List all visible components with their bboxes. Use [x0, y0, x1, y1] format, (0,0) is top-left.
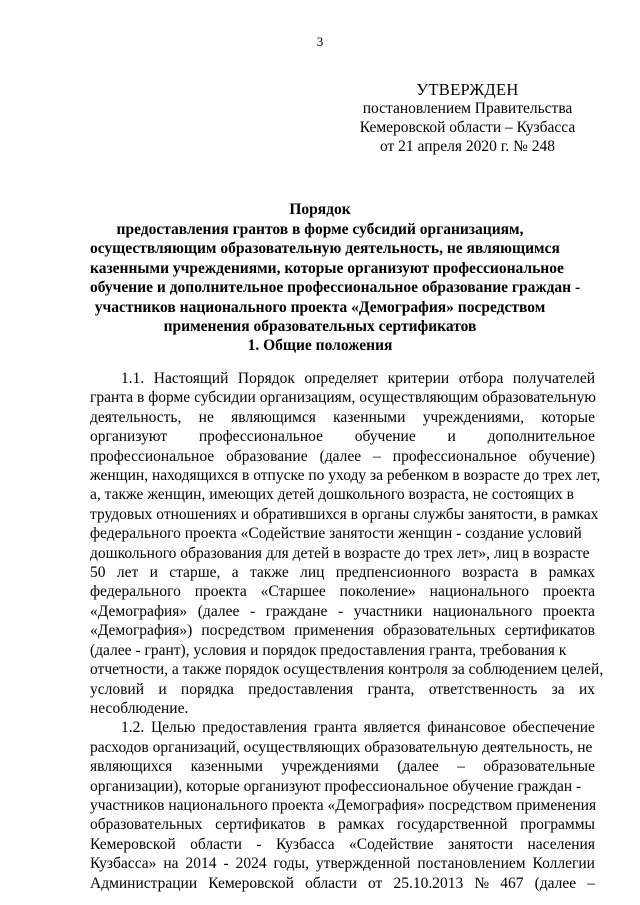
word: старше,	[169, 564, 221, 582]
word: несоблюдение.	[90, 699, 189, 717]
text-line	[90, 582, 595, 601]
word: на	[163, 855, 179, 873]
word: занятости	[448, 835, 514, 853]
word: организации), которые организуют профессиональное обучение граждан -	[90, 777, 582, 795]
word: предоставления	[248, 680, 354, 698]
word: 2014	[185, 855, 217, 873]
word: образовательных	[383, 622, 496, 640]
document-title	[90, 200, 581, 337]
word: сертификатов	[504, 622, 595, 640]
word: женщин, находящихся в отпуске по уходу за ребенком в возрасте до трех лет,	[90, 467, 601, 485]
word: профессиональное	[90, 447, 215, 465]
approval-line-2: постановлением Правительства	[362, 100, 573, 117]
word: и	[149, 564, 158, 582]
word: проекта	[542, 602, 595, 620]
word: участников национального проекта «Демография» посредством применения	[90, 796, 597, 814]
word: ответственность	[428, 680, 538, 698]
text-line	[90, 699, 595, 718]
word: учреждениями	[281, 758, 379, 776]
text-line	[90, 660, 604, 679]
document-body	[90, 369, 604, 893]
word: дополнительное	[487, 428, 595, 446]
word: в	[318, 816, 326, 834]
word: профессиональное	[198, 428, 323, 446]
word: (далее	[534, 874, 577, 892]
word: критерии	[387, 370, 450, 387]
approval-line-3: Кемеровской области – Кузбасса	[359, 119, 576, 136]
word: в	[529, 564, 538, 582]
word: финансовое	[427, 719, 506, 737]
word: которые	[541, 408, 595, 426]
word: а	[231, 564, 239, 582]
word: рамках	[338, 816, 385, 834]
word: –	[587, 874, 595, 892]
word: 25.10.2013	[393, 874, 464, 892]
word: Коллегии	[532, 855, 595, 873]
word: №	[474, 874, 490, 892]
word: рамках	[548, 564, 595, 582]
word: участники	[353, 602, 423, 620]
approval-line-4: от 21 апреля 2020 г. № 248	[379, 138, 556, 155]
word: -	[249, 602, 256, 620]
word: их	[578, 680, 595, 698]
text-line	[90, 874, 595, 893]
word: (далее - грант), условия и порядок предоставления гранта, требования к	[90, 641, 567, 659]
word: -	[337, 602, 344, 620]
text-line	[90, 641, 595, 660]
word: предпенсионного	[335, 564, 451, 582]
word: «Содействие	[348, 835, 434, 853]
text-line	[90, 427, 595, 446]
word: лет	[116, 564, 139, 582]
word: образовательные	[483, 758, 595, 776]
text-line	[90, 621, 595, 640]
word: Кемеровской	[208, 874, 294, 892]
text-line	[90, 388, 595, 407]
word: проекта	[194, 583, 247, 601]
word: гранта,	[367, 680, 415, 698]
word: 50	[90, 564, 106, 582]
text-line	[90, 602, 595, 621]
word: национального	[429, 583, 530, 601]
text-line	[90, 466, 601, 485]
paragraph-1-1	[90, 369, 604, 718]
word: является	[363, 719, 421, 737]
approval-line-1: УТВЕРЖДЕН	[416, 80, 519, 99]
word: (далее	[319, 447, 362, 465]
word: -	[256, 835, 262, 853]
word: Кузбасса	[275, 835, 335, 853]
word: (далее	[397, 758, 439, 776]
word: и	[447, 428, 456, 446]
word: области	[305, 874, 357, 892]
word: Порядок	[237, 370, 295, 387]
title-line-1: Порядок	[289, 201, 351, 218]
word: постановлением	[417, 855, 526, 873]
word: получателей	[512, 370, 595, 387]
word: и	[158, 680, 167, 698]
text-line	[90, 505, 599, 524]
word: определяет	[304, 370, 379, 387]
word: –	[457, 758, 465, 776]
text-line	[90, 718, 595, 737]
text-line	[90, 544, 595, 563]
word: Кемеровской	[90, 835, 176, 853]
word: профессиональное	[392, 447, 517, 465]
word: -	[223, 855, 229, 873]
word: являющихся	[90, 758, 173, 776]
word: применения	[294, 622, 375, 640]
word: организуют	[90, 428, 168, 446]
title-line-7: применения образовательных сертификатов	[163, 318, 477, 335]
word: порядка	[180, 680, 234, 698]
word: Кузбасса»	[90, 855, 157, 873]
word: возраста	[462, 564, 519, 582]
word: национального	[432, 602, 533, 620]
word: гранта в форме субсидии организациям, осуществляющим образовательную	[90, 389, 596, 407]
word: казенными	[333, 408, 406, 426]
word: также	[249, 564, 289, 582]
word: поколение»	[339, 583, 416, 601]
text-line	[90, 524, 595, 543]
page-number: 3	[316, 34, 324, 49]
text-line	[90, 854, 595, 873]
word: лиц	[300, 564, 325, 582]
text-line	[90, 835, 595, 854]
text-line	[90, 369, 595, 388]
word: 2024	[235, 855, 267, 873]
title-line-2: предоставления грантов в форме субсидий организациям,	[116, 220, 524, 238]
approval-stamp	[340, 80, 595, 156]
text-line	[90, 408, 595, 427]
word: учреждениями,	[422, 408, 525, 426]
word: предоставления	[202, 719, 308, 737]
word: проекта	[542, 583, 595, 601]
word: Администрации	[90, 874, 198, 892]
word: утвержденной	[315, 855, 411, 873]
word: (далее	[197, 602, 240, 620]
title-line-3: осуществляющим образовательную деятельность, не являющимся	[90, 240, 560, 257]
word: образование	[226, 447, 308, 465]
word: «Демография»)	[90, 622, 193, 640]
title-line-5: обучение и дополнительное профессиональное образование граждан -	[90, 279, 581, 296]
word: образовательных	[90, 816, 203, 834]
word: «Старшее	[260, 583, 326, 601]
word: обучение)	[528, 447, 595, 465]
word: федерального	[90, 583, 181, 601]
word: Настоящий	[153, 370, 229, 387]
word: государственной	[397, 816, 508, 834]
text-line	[90, 777, 595, 796]
word: за	[551, 680, 565, 698]
word: области	[190, 835, 242, 853]
word: отчетности, а также порядок осуществления контроля за соблюдением целей,	[90, 661, 604, 679]
word: трудовых отношениях и обратившихся в органы службы занятости, в рамках	[90, 505, 599, 523]
word: посредством	[201, 622, 286, 640]
word: условий	[90, 680, 145, 698]
word: 1.2.	[121, 719, 145, 737]
word: 467	[500, 874, 524, 892]
word: граждане	[265, 602, 328, 620]
word: населения	[527, 835, 595, 853]
word: годы,	[273, 855, 309, 873]
word: обучение	[354, 428, 416, 446]
word: расходов организаций, осуществляющих образовательную деятельность, не	[90, 738, 593, 756]
title-line-6: участников национального проекта «Демография» посредством	[94, 298, 546, 316]
word: гранта	[313, 719, 357, 737]
paragraph-1-2	[90, 718, 595, 893]
text-line	[90, 757, 595, 776]
word: отбора	[458, 370, 504, 387]
text-line	[90, 680, 595, 699]
text-line	[90, 563, 595, 582]
section-heading: 1. Общие положения	[247, 337, 393, 354]
word: не	[198, 408, 214, 426]
word: от	[368, 874, 383, 892]
word: –	[373, 447, 381, 465]
text-line	[90, 485, 595, 504]
word: дошкольного образования для детей в возрасте до трех лет», лиц в возрасте	[90, 544, 590, 562]
word: сертификатов	[215, 816, 306, 834]
title-line-4: казенными учреждениями, которые организуют профессиональное	[90, 259, 564, 277]
text-line	[90, 796, 595, 815]
word: являющимся	[231, 408, 316, 426]
word: программы	[520, 816, 595, 834]
word: Целью	[150, 719, 196, 737]
text-line	[90, 815, 595, 834]
word: федерального проекта «Содействие занятости женщин - создание условий	[90, 525, 582, 543]
word: обеспечение	[512, 719, 595, 737]
word: 1.1.	[121, 370, 145, 387]
word: казенными	[190, 758, 263, 776]
word: а, также женщин, имеющих детей дошкольного возраста, не состоящих в	[90, 486, 574, 504]
word: «Демография»	[90, 602, 188, 620]
text-line	[90, 738, 595, 757]
text-line	[90, 447, 595, 466]
word: деятельность,	[90, 408, 182, 426]
